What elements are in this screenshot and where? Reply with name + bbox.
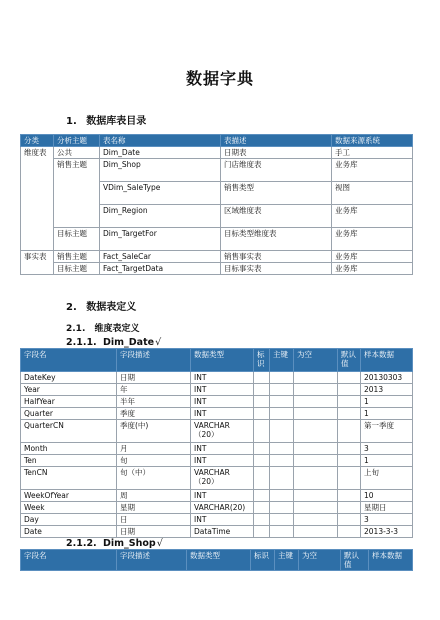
table-cell: [338, 502, 361, 514]
table-cell: [294, 408, 338, 420]
table-cell: [294, 526, 338, 538]
section-label: 维度表定义: [94, 324, 140, 334]
table-cell: 3: [361, 443, 413, 455]
table-cell: 目标事实表: [221, 263, 332, 275]
table-cell: [338, 490, 361, 502]
col-header: 字段名: [21, 349, 117, 372]
table-cell: [338, 514, 361, 526]
table-cell: Year: [21, 384, 117, 396]
table-cell: 月: [117, 443, 191, 455]
page-title: 数据字典: [185, 69, 254, 88]
table-cell: VARCHAR（20）: [191, 420, 254, 443]
table-cell: [338, 372, 361, 384]
table-cell: 业务库: [332, 159, 413, 182]
col-header: 标识: [251, 550, 275, 571]
table-cell: [338, 443, 361, 455]
section-label: 数据库表目录: [86, 116, 147, 127]
table-cell: [294, 467, 338, 490]
table-cell: Dim_Date: [100, 147, 221, 159]
table-cell: 销售事实表: [221, 251, 332, 263]
table-cell: [254, 455, 270, 467]
table-cell: [254, 526, 270, 538]
table-row: [21, 514, 413, 526]
col-header: 样本数据: [361, 349, 413, 372]
table-cell: 事实表: [21, 251, 54, 275]
table-cell: [270, 384, 294, 396]
table-cell: 门店维度表: [221, 159, 332, 182]
table-cell: Quarter: [21, 408, 117, 420]
col-header: 数据类型: [191, 349, 254, 372]
col-header: 主键: [270, 349, 294, 372]
table-cell: DataTime: [191, 526, 254, 538]
table-cell: Date: [21, 526, 117, 538]
check-mark: √: [156, 538, 163, 549]
table-cell: [338, 408, 361, 420]
table-cell: TenCN: [21, 467, 117, 490]
table-cell: Fact_SaleCar: [100, 251, 221, 263]
table-cell: [270, 467, 294, 490]
table-body: [21, 372, 413, 538]
subsection-2-1-2-heading: [66, 538, 163, 549]
table-cell: [294, 490, 338, 502]
table-cell: WeekOfYear: [21, 490, 117, 502]
col-header: 为空: [299, 550, 341, 571]
table-cell: [294, 455, 338, 467]
table-cell: 业务库: [332, 205, 413, 228]
table-cell: [294, 396, 338, 408]
table-cell: [254, 514, 270, 526]
table-cell: 旬（中）: [117, 467, 191, 490]
table-row: [21, 372, 413, 384]
table-row: [21, 263, 413, 275]
table-cell: Dim_Region: [100, 205, 221, 228]
section-1-heading: [66, 112, 146, 127]
table-row: [21, 490, 413, 502]
section-label: Dim_Date: [102, 337, 155, 348]
table-cell: [294, 514, 338, 526]
table-row: [21, 159, 413, 182]
table-cell: 销售主题: [54, 159, 100, 228]
table-cell: 日期表: [221, 147, 332, 159]
table-cell: 销售主题: [54, 251, 100, 263]
table-cell: [270, 408, 294, 420]
table-header-row: [21, 349, 413, 372]
table-cell: Month: [21, 443, 117, 455]
col-header: 默认值: [338, 349, 361, 372]
col-header: 样本数据: [369, 550, 413, 571]
col-header: 数据类型: [187, 550, 251, 571]
table-cell: Day: [21, 514, 117, 526]
section-number: 2.1.2.: [66, 538, 97, 549]
section-2-heading: [66, 298, 136, 313]
table-row: [21, 408, 413, 420]
table-cell: HalfYear: [21, 396, 117, 408]
table-cell: 第一季度: [361, 420, 413, 443]
table-cell: 星期: [117, 502, 191, 514]
table-row: [21, 384, 413, 396]
col-header: 字段描述: [117, 349, 191, 372]
table-cell: 星期日: [361, 502, 413, 514]
table-cell: QuarterCN: [21, 420, 117, 443]
table-cell: [338, 396, 361, 408]
table-cell: [270, 502, 294, 514]
table-cell: Dim_TargetFor: [100, 228, 221, 251]
table-row: [21, 396, 413, 408]
table-row: [21, 420, 413, 443]
table-row: [21, 526, 413, 538]
table-header-row: [21, 550, 413, 571]
table-cell: [338, 467, 361, 490]
subsection-2-1-heading: [66, 321, 140, 334]
col-header: 表描述: [221, 135, 332, 147]
section-number: 2.1.: [66, 324, 86, 334]
table-row: [21, 443, 413, 455]
col-header: 默认值: [341, 550, 369, 571]
table-cell: 业务库: [332, 228, 413, 251]
table-cell: 10: [361, 490, 413, 502]
table-cell: [270, 443, 294, 455]
section-number: 2.: [66, 302, 77, 313]
table-cell: [270, 490, 294, 502]
table-cell: [270, 455, 294, 467]
col-header: 标识: [254, 349, 270, 372]
table-cell: [254, 396, 270, 408]
table-cell: [294, 372, 338, 384]
table-row: [21, 467, 413, 490]
table-cell: [294, 502, 338, 514]
table-cell: VARCHAR（20）: [191, 467, 254, 490]
table-cell: [254, 372, 270, 384]
table-cell: 20130303: [361, 372, 413, 384]
col-header: 表名称: [100, 135, 221, 147]
section-number: 1.: [66, 116, 77, 127]
table-cell: [270, 514, 294, 526]
table-cell: INT: [191, 514, 254, 526]
section-label: 数据表定义: [86, 302, 137, 313]
table-cell: 1: [361, 455, 413, 467]
check-mark: √: [155, 337, 162, 348]
table-row: [21, 502, 413, 514]
col-header: 字段描述: [117, 550, 187, 571]
table-cell: INT: [191, 396, 254, 408]
table-cell: [254, 502, 270, 514]
table-cell: [338, 420, 361, 443]
section-number: 2.1.1.: [66, 337, 97, 348]
table-cell: 区域维度表: [221, 205, 332, 228]
table-cell: [338, 455, 361, 467]
table-cell: 1: [361, 396, 413, 408]
table-cell: [338, 526, 361, 538]
table-cell: [254, 467, 270, 490]
table-cell: 目标主题: [54, 263, 100, 275]
table-cell: [254, 420, 270, 443]
table-cell: Week: [21, 502, 117, 514]
table-cell: 日期: [117, 526, 191, 538]
table-cell: [270, 372, 294, 384]
table-header-row: [21, 135, 413, 147]
table-cell: 销售类型: [221, 182, 332, 205]
table-cell: 季度: [117, 408, 191, 420]
table-cell: 半年: [117, 396, 191, 408]
table-cell: 目标类型维度表: [221, 228, 332, 251]
table-row: [21, 228, 413, 251]
table-cell: Dim_Shop: [100, 159, 221, 182]
col-header: 主键: [275, 550, 299, 571]
table-cell: 业务库: [332, 251, 413, 263]
table-cell: [270, 396, 294, 408]
table-cell: [294, 420, 338, 443]
table-cell: [270, 526, 294, 538]
table-cell: [254, 408, 270, 420]
table-cell: 上旬: [361, 467, 413, 490]
table-row: [21, 251, 413, 263]
table-cell: 业务库: [332, 263, 413, 275]
table-cell: INT: [191, 490, 254, 502]
col-header: 分析主题: [54, 135, 100, 147]
table-cell: 视图: [332, 182, 413, 205]
table-cell: 目标主题: [54, 228, 100, 251]
table-cell: VARCHAR(20): [191, 502, 254, 514]
table-cell: 1: [361, 408, 413, 420]
section-label: Dim_Shop: [102, 538, 156, 549]
subsection-2-1-1-heading: [66, 337, 161, 348]
table-cell: [338, 384, 361, 396]
table-cell: INT: [191, 384, 254, 396]
table-cell: DateKey: [21, 372, 117, 384]
table-cell: INT: [191, 455, 254, 467]
table-cell: 日: [117, 514, 191, 526]
table-dim-date: [20, 348, 413, 538]
table-row: [21, 455, 413, 467]
col-header: 分类: [21, 135, 54, 147]
table-cell: [254, 443, 270, 455]
table-cell: 2013-3-3: [361, 526, 413, 538]
table-cell: 3: [361, 514, 413, 526]
table-cell: VDim_SaleType: [100, 182, 221, 205]
table-cell: 季度(中): [117, 420, 191, 443]
table-cell: 维度表: [21, 147, 54, 251]
col-header: 字段名: [21, 550, 117, 571]
col-header: 为空: [294, 349, 338, 372]
table-cell: INT: [191, 372, 254, 384]
table-cell: [254, 490, 270, 502]
table-cell: Ten: [21, 455, 117, 467]
table-cell: 2013: [361, 384, 413, 396]
table-cell: [294, 384, 338, 396]
table-cell: INT: [191, 408, 254, 420]
table-catalog: [20, 134, 413, 275]
table-cell: 手工: [332, 147, 413, 159]
table-cell: 旬: [117, 455, 191, 467]
table-dim-shop: [20, 549, 413, 571]
table-cell: 年: [117, 384, 191, 396]
table-cell: [294, 443, 338, 455]
table-cell: Fact_TargetData: [100, 263, 221, 275]
col-header: 数据来源系统: [332, 135, 413, 147]
table-cell: 周: [117, 490, 191, 502]
table-cell: [254, 384, 270, 396]
table-cell: 日期: [117, 372, 191, 384]
table-cell: 公共: [54, 147, 100, 159]
table-row: [21, 147, 413, 159]
table-cell: INT: [191, 443, 254, 455]
table-cell: [270, 420, 294, 443]
